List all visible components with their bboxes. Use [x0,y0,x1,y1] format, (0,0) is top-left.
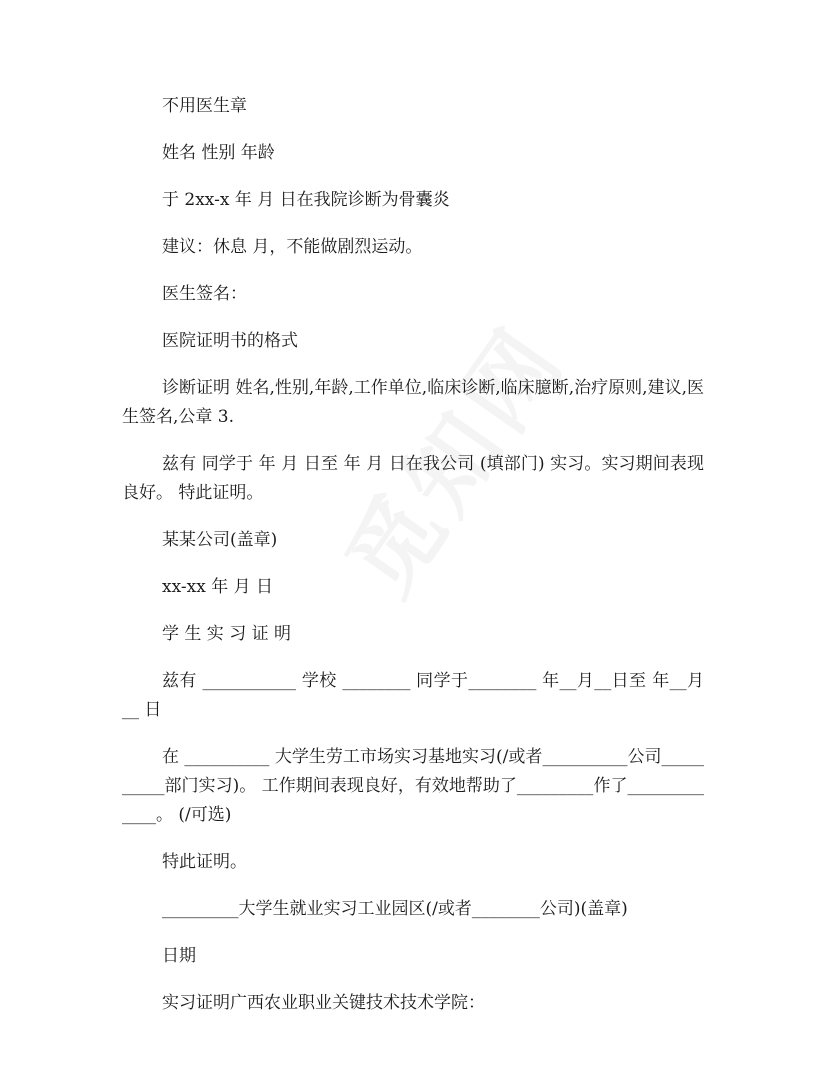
paragraph-company-stamp: 某某公司(盖章) [162,530,278,550]
paragraph-hospital-certificate-format: 医院证明书的格式 [162,331,298,351]
paragraph-name-gender-age: 姓名 性别 年龄 [162,143,275,163]
paragraph-date-label: 日期 [162,946,196,966]
paragraph-internship-statement: 兹有 同学于 年 月 日至 年 月 日在我公司 (填部门) 实习。实习期间表现良好。 特此证明。 [122,454,704,503]
paragraph-date-line: xx-xx 年 月 日 [162,577,274,597]
paragraph-no-doctor-stamp: 不用医生章 [162,96,247,116]
paragraph-doctor-signature: 医生签名： [162,284,247,304]
paragraph-industrial-park-stamp: _________大学生就业实习工业园区(/或者________公司)(盖章) [162,899,628,919]
paragraph-hereby-certify: 特此证明。 [162,852,247,872]
paragraph-student-internship-title: 学 生 实 习 证 明 [162,624,292,644]
paragraph-school-student-dates: 兹有 ___________ 学校 ________ 同学于________ 年__月__日至 年__月__ 日 [122,671,704,720]
paragraph-diagnosis-date: 于 2xx-x 年 月 日在我院诊断为骨囊炎 [162,190,450,210]
paragraph-advice: 建议：休息 月，不能做剧烈运动。 [162,237,423,257]
document-body [122,92,704,1036]
paragraph-diagnosis-certificate-fields: 诊断证明 姓名,性别,年龄,工作单位,临床诊断,临床臆断,治疗原则,建议,医生签名,公章 3. [122,378,704,427]
paragraph-internship-base: 在 __________ 大学生劳工市场实习基地实习(/或者__________公司__________部门实习)。 工作期间表现良好，有效地帮助了_________作了_____________。 (/可选) [122,747,704,825]
paragraph-guangxi-college: 实习证明广西农业职业关键技术技术学院： [162,993,485,1013]
